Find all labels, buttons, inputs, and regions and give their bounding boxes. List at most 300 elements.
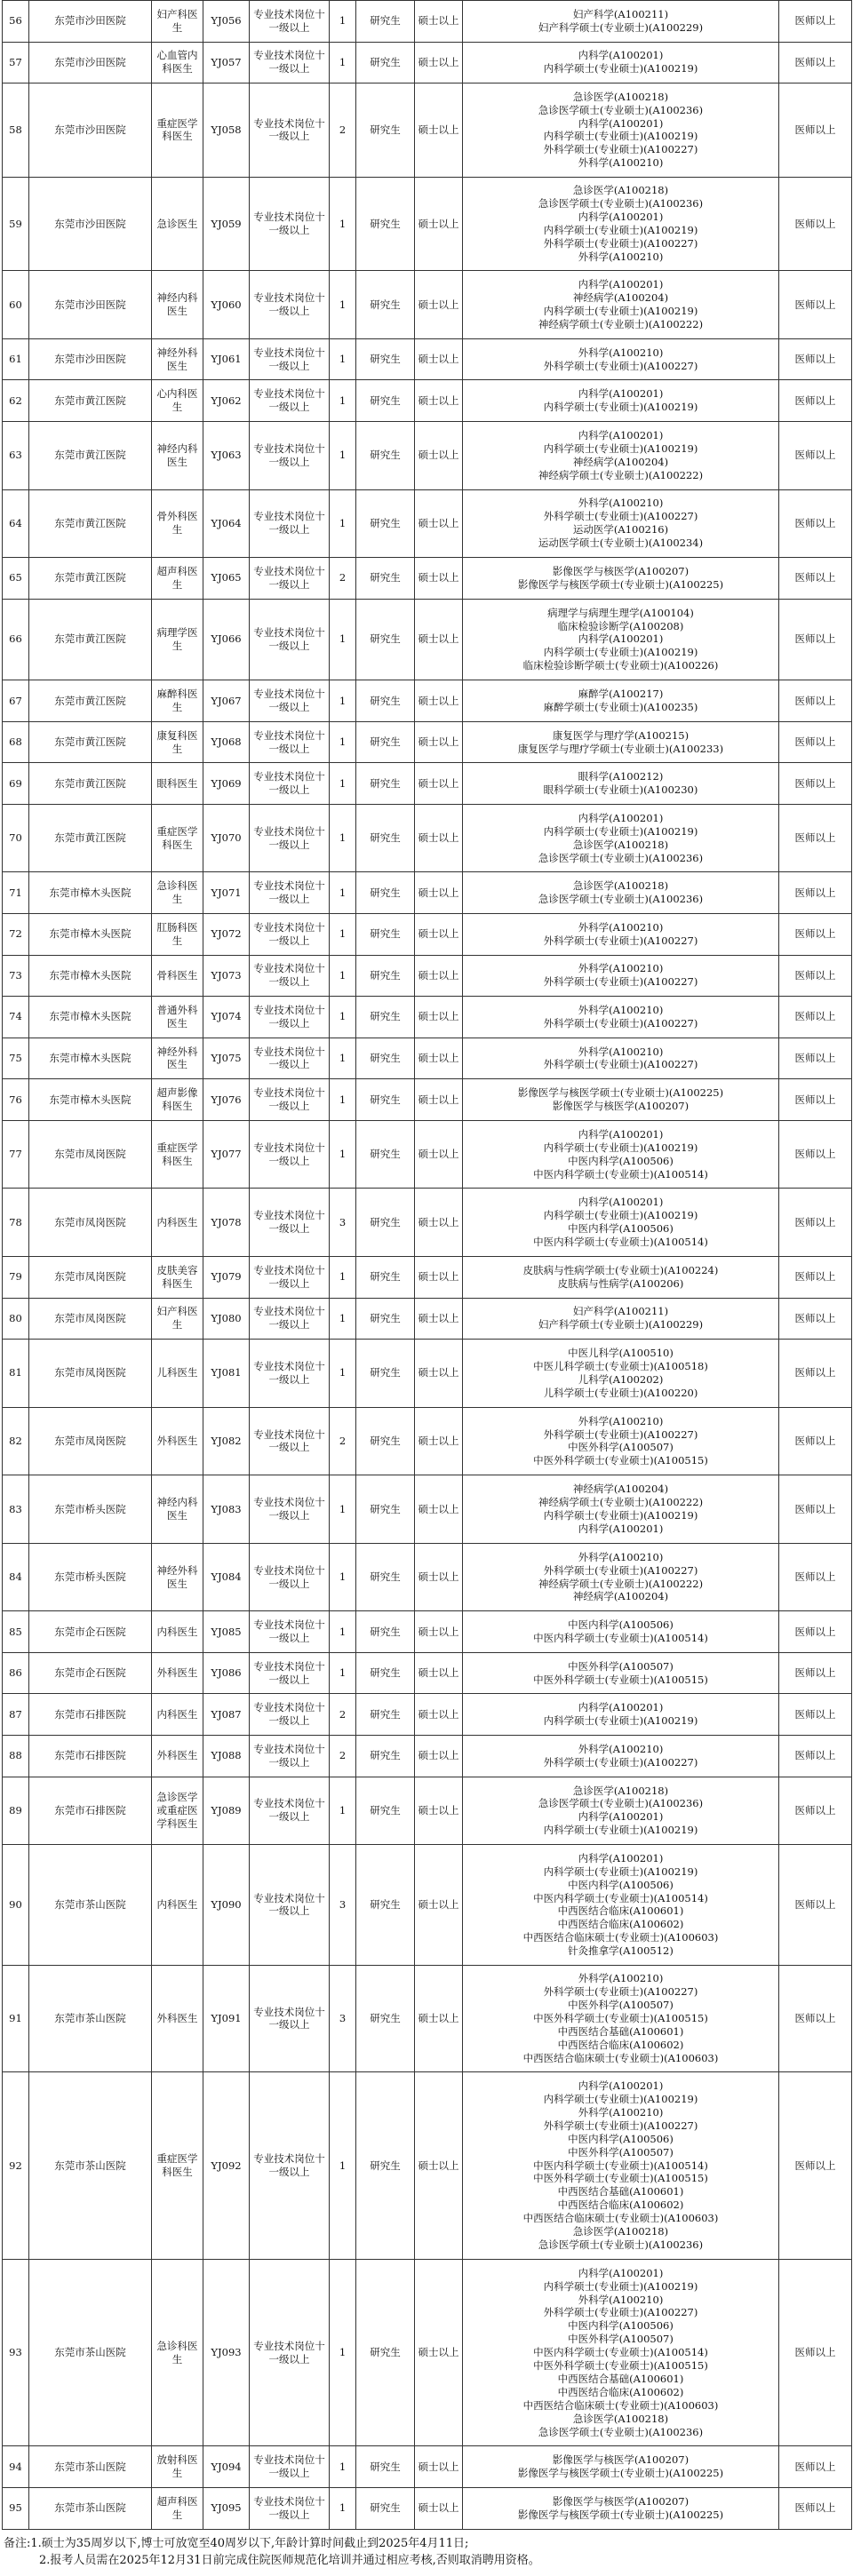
cell-post: 普通外科医生 bbox=[152, 997, 203, 1038]
cell-majors bbox=[463, 1694, 779, 1736]
cell-requirement: 医师以上 bbox=[779, 914, 852, 956]
cell-education: 研究生 bbox=[356, 955, 415, 997]
major-item: 眼科学硕士(专业硕士)(A100230) bbox=[543, 783, 698, 797]
cell-no: 81 bbox=[3, 1340, 29, 1408]
cell-education: 研究生 bbox=[356, 1736, 415, 1777]
cell-level: 专业技术岗位十一级以上 bbox=[250, 1120, 330, 1189]
major-item: 外科学(A100210) bbox=[578, 1414, 664, 1427]
cell-count: 1 bbox=[330, 680, 356, 722]
table-row bbox=[3, 2487, 852, 2529]
cell-requirement: 医师以上 bbox=[779, 1777, 852, 1845]
cell-majors bbox=[463, 1189, 779, 1257]
cell-post: 神经外科医生 bbox=[152, 1543, 203, 1611]
cell-unit: 东莞市凤岗医院 bbox=[29, 1120, 152, 1189]
cell-requirement: 医师以上 bbox=[779, 1038, 852, 1079]
cell-requirement: 医师以上 bbox=[779, 1652, 852, 1694]
cell-level: 专业技术岗位十一级以上 bbox=[250, 1475, 330, 1544]
cell-code: YJ095 bbox=[203, 2487, 250, 2529]
cell-majors bbox=[463, 380, 779, 422]
cell-code: YJ076 bbox=[203, 1079, 250, 1121]
cell-level: 专业技术岗位十一级以上 bbox=[250, 1777, 330, 1845]
cell-majors bbox=[463, 1120, 779, 1189]
cell-no: 72 bbox=[3, 914, 29, 956]
cell-no: 76 bbox=[3, 1079, 29, 1121]
major-item: 外科学硕士(专业硕士)(A100227) bbox=[543, 1016, 698, 1030]
major-item: 外科学(A100210) bbox=[578, 250, 664, 263]
cell-degree: 硕士以上 bbox=[415, 1407, 463, 1475]
cell-unit: 东莞市桥头医院 bbox=[29, 1475, 152, 1544]
cell-degree: 硕士以上 bbox=[415, 83, 463, 178]
cell-unit: 东莞市黄江医院 bbox=[29, 680, 152, 722]
major-item: 外科学硕士(专业硕士)(A100227) bbox=[543, 1985, 698, 1999]
major-item: 康复医学与理疗学硕士(专业硕士)(A100233) bbox=[517, 742, 724, 755]
cell-no: 60 bbox=[3, 271, 29, 339]
cell-count: 1 bbox=[330, 338, 356, 380]
major-item: 内科学(A100201) bbox=[578, 428, 664, 441]
major-item: 临床检验诊断学硕士(专业硕士)(A100226) bbox=[522, 659, 719, 672]
cell-count: 1 bbox=[330, 1543, 356, 1611]
cell-post: 骨科医生 bbox=[152, 955, 203, 997]
cell-post: 神经内科医生 bbox=[152, 271, 203, 339]
cell-level: 专业技术岗位十一级以上 bbox=[250, 1845, 330, 1966]
major-item: 中医内科学(A100506) bbox=[568, 1222, 674, 1236]
cell-no: 64 bbox=[3, 489, 29, 558]
cell-education: 研究生 bbox=[356, 1965, 415, 2072]
major-item: 外科学(A100210) bbox=[578, 1972, 664, 1985]
cell-count: 2 bbox=[330, 1407, 356, 1475]
cell-code: YJ082 bbox=[203, 1407, 250, 1475]
major-item: 中西医结合临床硕士(专业硕士)(A100603) bbox=[522, 2212, 719, 2225]
cell-count: 1 bbox=[330, 955, 356, 997]
major-item: 中西医结合临床(A100601) bbox=[557, 1904, 684, 1918]
cell-education: 研究生 bbox=[356, 1298, 415, 1340]
cell-level: 专业技术岗位十一级以上 bbox=[250, 1340, 330, 1408]
cell-post: 外科医生 bbox=[152, 1407, 203, 1475]
cell-requirement: 医师以上 bbox=[779, 2487, 852, 2529]
cell-majors bbox=[463, 271, 779, 339]
cell-education: 研究生 bbox=[356, 1694, 415, 1736]
cell-education: 研究生 bbox=[356, 1652, 415, 1694]
major-item: 中医外科学(A100507) bbox=[568, 2333, 674, 2346]
major-item: 中医儿科学硕士(专业硕士)(A100518) bbox=[533, 1359, 708, 1372]
cell-education: 研究生 bbox=[356, 1340, 415, 1408]
cell-unit: 东莞市石排医院 bbox=[29, 1694, 152, 1736]
major-item: 影像医学与核医学(A100207) bbox=[552, 564, 690, 577]
cell-majors bbox=[463, 680, 779, 722]
cell-requirement: 医师以上 bbox=[779, 1965, 852, 2072]
cell-unit: 东莞市凤岗医院 bbox=[29, 1189, 152, 1257]
cell-degree: 硕士以上 bbox=[415, 872, 463, 914]
cell-education: 研究生 bbox=[356, 1407, 415, 1475]
cell-level: 专业技术岗位十一级以上 bbox=[250, 1189, 330, 1257]
cell-code: YJ058 bbox=[203, 83, 250, 178]
major-item: 神经病学(A100204) bbox=[572, 1483, 669, 1496]
cell-unit: 东莞市黄江医院 bbox=[29, 489, 152, 558]
cell-level: 专业技术岗位十一级以上 bbox=[250, 83, 330, 178]
cell-unit: 东莞市樟木头医院 bbox=[29, 997, 152, 1038]
cell-no: 85 bbox=[3, 1611, 29, 1653]
cell-unit: 东莞市沙田医院 bbox=[29, 42, 152, 83]
major-item: 外科学硕士(专业硕士)(A100227) bbox=[543, 359, 698, 372]
major-item: 麻醉学硕士(专业硕士)(A100235) bbox=[543, 700, 698, 713]
cell-code: YJ077 bbox=[203, 1120, 250, 1189]
cell-level: 专业技术岗位十一级以上 bbox=[250, 2446, 330, 2488]
cell-degree: 硕士以上 bbox=[415, 558, 463, 600]
cell-post: 重症医学科医生 bbox=[152, 2072, 203, 2260]
cell-education: 研究生 bbox=[356, 42, 415, 83]
cell-requirement: 医师以上 bbox=[779, 83, 852, 178]
major-item: 中西医结合临床(A100602) bbox=[557, 1918, 684, 1931]
cell-unit: 东莞市沙田医院 bbox=[29, 83, 152, 178]
cell-degree: 硕士以上 bbox=[415, 997, 463, 1038]
cell-count: 1 bbox=[330, 177, 356, 271]
major-item: 内科学硕士(专业硕士)(A100219) bbox=[543, 1714, 698, 1728]
major-item: 急诊医学硕士(专业硕士)(A100236) bbox=[538, 103, 704, 116]
table-row bbox=[3, 914, 852, 956]
cell-majors bbox=[463, 2446, 779, 2488]
major-item: 内科学(A100201) bbox=[578, 1701, 664, 1714]
cell-unit: 东莞市茶山医院 bbox=[29, 2072, 152, 2260]
cell-no: 82 bbox=[3, 1407, 29, 1475]
major-item: 中医内科学(A100506) bbox=[568, 2132, 674, 2145]
major-item: 中医内科学硕士(专业硕士)(A100514) bbox=[533, 1236, 708, 1249]
cell-no: 95 bbox=[3, 2487, 29, 2529]
cell-majors bbox=[463, 1965, 779, 2072]
cell-degree: 硕士以上 bbox=[415, 914, 463, 956]
major-item: 内科学(A100201) bbox=[578, 1522, 664, 1535]
cell-majors bbox=[463, 1, 779, 43]
major-item: 病理学与病理生理学(A100104) bbox=[547, 606, 694, 619]
major-item: 中医内科学(A100506) bbox=[568, 2319, 674, 2333]
major-item: 外科学(A100210) bbox=[578, 497, 664, 510]
table-row bbox=[3, 1475, 852, 1544]
cell-degree: 硕士以上 bbox=[415, 1298, 463, 1340]
cell-degree: 硕士以上 bbox=[415, 721, 463, 763]
cell-majors bbox=[463, 421, 779, 489]
major-item: 妇产科学硕士(专业硕士)(A100229) bbox=[538, 20, 704, 34]
cell-requirement: 医师以上 bbox=[779, 2072, 852, 2260]
cell-degree: 硕士以上 bbox=[415, 763, 463, 805]
cell-count: 1 bbox=[330, 42, 356, 83]
major-item: 影像医学与核医学(A100207) bbox=[552, 2494, 690, 2508]
cell-education: 研究生 bbox=[356, 2072, 415, 2260]
major-item: 内科学(A100201) bbox=[578, 278, 664, 291]
cell-degree: 硕士以上 bbox=[415, 1736, 463, 1777]
major-item: 神经病学(A100204) bbox=[572, 1590, 669, 1603]
cell-majors bbox=[463, 1298, 779, 1340]
cell-no: 73 bbox=[3, 955, 29, 997]
cell-code: YJ088 bbox=[203, 1736, 250, 1777]
cell-requirement: 医师以上 bbox=[779, 1475, 852, 1544]
table-row bbox=[3, 804, 852, 872]
cell-count: 2 bbox=[330, 1736, 356, 1777]
cell-count: 1 bbox=[330, 997, 356, 1038]
major-item: 临床检验诊断学(A100208) bbox=[557, 619, 684, 632]
cell-code: YJ080 bbox=[203, 1298, 250, 1340]
cell-unit: 东莞市沙田医院 bbox=[29, 177, 152, 271]
major-item: 神经病学硕士(专业硕士)(A100222) bbox=[538, 1496, 704, 1509]
cell-majors bbox=[463, 338, 779, 380]
major-item: 内科学(A100201) bbox=[578, 1810, 664, 1824]
cell-no: 59 bbox=[3, 177, 29, 271]
cell-degree: 硕士以上 bbox=[415, 1611, 463, 1653]
cell-requirement: 医师以上 bbox=[779, 271, 852, 339]
cell-education: 研究生 bbox=[356, 1, 415, 43]
major-item: 外科学硕士(专业硕士)(A100227) bbox=[543, 143, 698, 156]
major-item: 外科学(A100210) bbox=[578, 2293, 664, 2306]
table-row bbox=[3, 955, 852, 997]
major-item: 中西医结合临床(A100602) bbox=[557, 2038, 684, 2051]
cell-post: 麻醉科医生 bbox=[152, 680, 203, 722]
cell-requirement: 医师以上 bbox=[779, 1407, 852, 1475]
cell-education: 研究生 bbox=[356, 177, 415, 271]
cell-no: 68 bbox=[3, 721, 29, 763]
cell-post: 重症医学科医生 bbox=[152, 83, 203, 178]
table-row bbox=[3, 558, 852, 600]
major-item: 内科学(A100201) bbox=[578, 211, 664, 224]
cell-count: 1 bbox=[330, 1079, 356, 1121]
cell-degree: 硕士以上 bbox=[415, 680, 463, 722]
cell-majors bbox=[463, 1038, 779, 1079]
cell-code: YJ089 bbox=[203, 1777, 250, 1845]
cell-degree: 硕士以上 bbox=[415, 1475, 463, 1544]
cell-count: 1 bbox=[330, 2487, 356, 2529]
major-item: 中医外科学硕士(专业硕士)(A100515) bbox=[533, 1454, 708, 1467]
cell-level: 专业技术岗位十一级以上 bbox=[250, 1079, 330, 1121]
table-row bbox=[3, 1120, 852, 1189]
table-row bbox=[3, 2072, 852, 2260]
major-item: 中医外科学硕士(专业硕士)(A100515) bbox=[533, 2172, 708, 2185]
table-row bbox=[3, 421, 852, 489]
major-item: 外科学硕士(专业硕士)(A100227) bbox=[543, 510, 698, 523]
cell-degree: 硕士以上 bbox=[415, 804, 463, 872]
cell-requirement: 医师以上 bbox=[779, 489, 852, 558]
cell-code: YJ056 bbox=[203, 1, 250, 43]
major-item: 外科学硕士(专业硕士)(A100227) bbox=[543, 2306, 698, 2319]
cell-degree: 硕士以上 bbox=[415, 2259, 463, 2446]
cell-count: 1 bbox=[330, 489, 356, 558]
major-item: 中医内科学硕士(专业硕士)(A100514) bbox=[533, 1632, 708, 1645]
cell-unit: 东莞市茶山医院 bbox=[29, 2487, 152, 2529]
major-item: 影像医学与核医学硕士(专业硕士)(A100225) bbox=[517, 2467, 724, 2480]
cell-level: 专业技术岗位十一级以上 bbox=[250, 421, 330, 489]
major-item: 儿科学(A100202) bbox=[578, 1372, 664, 1386]
major-item: 内科学硕士(专业硕士)(A100219) bbox=[543, 441, 698, 455]
cell-no: 84 bbox=[3, 1543, 29, 1611]
table-row bbox=[3, 2259, 852, 2446]
major-item: 中医外科学硕士(专业硕士)(A100515) bbox=[533, 2012, 708, 2025]
cell-majors bbox=[463, 763, 779, 805]
major-item: 外科学(A100210) bbox=[578, 2105, 664, 2119]
cell-requirement: 医师以上 bbox=[779, 558, 852, 600]
cell-count: 1 bbox=[330, 1475, 356, 1544]
cell-post: 内科医生 bbox=[152, 1189, 203, 1257]
cell-code: YJ064 bbox=[203, 489, 250, 558]
cell-unit: 东莞市企石医院 bbox=[29, 1611, 152, 1653]
table-row bbox=[3, 1652, 852, 1694]
cell-requirement: 医师以上 bbox=[779, 763, 852, 805]
major-item: 康复医学与理疗学(A100215) bbox=[552, 728, 690, 742]
cell-level: 专业技术岗位十一级以上 bbox=[250, 2259, 330, 2446]
cell-education: 研究生 bbox=[356, 2446, 415, 2488]
cell-unit: 东莞市樟木头医院 bbox=[29, 955, 152, 997]
cell-degree: 硕士以上 bbox=[415, 2446, 463, 2488]
cell-majors bbox=[463, 1652, 779, 1694]
cell-majors bbox=[463, 2259, 779, 2446]
cell-unit: 东莞市凤岗医院 bbox=[29, 1407, 152, 1475]
major-item: 急诊医学硕士(专业硕士)(A100236) bbox=[538, 1797, 704, 1810]
cell-count: 1 bbox=[330, 1340, 356, 1408]
major-item: 外科学(A100210) bbox=[578, 962, 664, 975]
cell-code: YJ075 bbox=[203, 1038, 250, 1079]
major-item: 急诊医学硕士(专业硕士)(A100236) bbox=[538, 2238, 704, 2252]
major-item: 眼科学(A100212) bbox=[578, 770, 664, 783]
cell-requirement: 医师以上 bbox=[779, 804, 852, 872]
cell-requirement: 医师以上 bbox=[779, 721, 852, 763]
cell-degree: 硕士以上 bbox=[415, 1038, 463, 1079]
major-item: 外科学硕士(专业硕士)(A100227) bbox=[543, 1755, 698, 1769]
major-item: 急诊医学(A100218) bbox=[572, 838, 669, 851]
cell-no: 69 bbox=[3, 763, 29, 805]
cell-requirement: 医师以上 bbox=[779, 1611, 852, 1653]
cell-post: 急诊科医生 bbox=[152, 2259, 203, 2446]
cell-post: 妇产科医生 bbox=[152, 1, 203, 43]
cell-degree: 硕士以上 bbox=[415, 2072, 463, 2260]
cell-no: 91 bbox=[3, 1965, 29, 2072]
table-row bbox=[3, 42, 852, 83]
major-item: 急诊医学(A100218) bbox=[572, 2412, 669, 2425]
major-item: 中西医结合基础(A100601) bbox=[557, 2024, 684, 2038]
cell-count: 1 bbox=[330, 1298, 356, 1340]
cell-requirement: 医师以上 bbox=[779, 421, 852, 489]
cell-education: 研究生 bbox=[356, 1120, 415, 1189]
cell-level: 专业技术岗位十一级以上 bbox=[250, 338, 330, 380]
cell-post: 内科医生 bbox=[152, 1611, 203, 1653]
major-item: 内科学(A100201) bbox=[578, 1196, 664, 1209]
major-item: 内科学硕士(专业硕士)(A100219) bbox=[543, 1209, 698, 1222]
major-item: 内科学硕士(专业硕士)(A100219) bbox=[543, 646, 698, 659]
cell-education: 研究生 bbox=[356, 1475, 415, 1544]
cell-level: 专业技术岗位十一级以上 bbox=[250, 1, 330, 43]
cell-majors bbox=[463, 2072, 779, 2260]
cell-level: 专业技术岗位十一级以上 bbox=[250, 763, 330, 805]
major-item: 中西医结合基础(A100601) bbox=[557, 2372, 684, 2385]
major-item: 内科学(A100201) bbox=[578, 2266, 664, 2279]
cell-no: 75 bbox=[3, 1038, 29, 1079]
cell-code: YJ060 bbox=[203, 271, 250, 339]
job-table bbox=[2, 0, 852, 2530]
cell-unit: 东莞市沙田医院 bbox=[29, 1, 152, 43]
cell-majors bbox=[463, 599, 779, 680]
cell-requirement: 医师以上 bbox=[779, 2259, 852, 2446]
table-row bbox=[3, 1611, 852, 1653]
major-item: 影像医学与核医学(A100207) bbox=[552, 2453, 690, 2467]
major-item: 中医外科学(A100507) bbox=[568, 1441, 674, 1454]
note-line-1: 备注:1.硕士为35周岁以下,博士可放宽至40周岁以下,年龄计算时间截止到2025年4月11日; bbox=[4, 2537, 469, 2550]
major-item: 中西医结合临床硕士(专业硕士)(A100603) bbox=[522, 2051, 719, 2064]
cell-degree: 硕士以上 bbox=[415, 338, 463, 380]
cell-level: 专业技术岗位十一级以上 bbox=[250, 271, 330, 339]
cell-degree: 硕士以上 bbox=[415, 1189, 463, 1257]
cell-level: 专业技术岗位十一级以上 bbox=[250, 1736, 330, 1777]
major-item: 内科学(A100201) bbox=[578, 49, 664, 62]
cell-level: 专业技术岗位十一级以上 bbox=[250, 1256, 330, 1298]
major-item: 中医外科学(A100507) bbox=[568, 2145, 674, 2159]
cell-requirement: 医师以上 bbox=[779, 380, 852, 422]
major-item: 急诊医学硕士(专业硕士)(A100236) bbox=[538, 893, 704, 906]
cell-majors bbox=[463, 955, 779, 997]
major-item: 影像医学与核医学硕士(专业硕士)(A100225) bbox=[517, 1086, 724, 1100]
major-item: 神经病学(A100204) bbox=[572, 291, 669, 305]
major-item: 内科学(A100201) bbox=[578, 116, 664, 130]
cell-education: 研究生 bbox=[356, 489, 415, 558]
cell-code: YJ066 bbox=[203, 599, 250, 680]
cell-level: 专业技术岗位十一级以上 bbox=[250, 2487, 330, 2529]
cell-post: 神经内科医生 bbox=[152, 1475, 203, 1544]
cell-unit: 东莞市茶山医院 bbox=[29, 2446, 152, 2488]
cell-education: 研究生 bbox=[356, 83, 415, 178]
table-row bbox=[3, 1189, 852, 1257]
major-item: 外科学硕士(专业硕士)(A100227) bbox=[543, 1563, 698, 1577]
cell-count: 1 bbox=[330, 380, 356, 422]
cell-post: 肛肠科医生 bbox=[152, 914, 203, 956]
job-table-body bbox=[3, 1, 852, 2530]
cell-code: YJ083 bbox=[203, 1475, 250, 1544]
cell-majors bbox=[463, 1407, 779, 1475]
note-line-2: 2.报考人员需在2025年12月31日前完成住院医师规范化培训并通过相应考核,否则取消聘用资格。 bbox=[39, 2554, 540, 2567]
cell-education: 研究生 bbox=[356, 421, 415, 489]
major-item: 中医内科学(A100506) bbox=[568, 1618, 674, 1632]
cell-majors bbox=[463, 872, 779, 914]
cell-code: YJ078 bbox=[203, 1189, 250, 1257]
cell-code: YJ068 bbox=[203, 721, 250, 763]
cell-count: 1 bbox=[330, 599, 356, 680]
table-row bbox=[3, 1340, 852, 1408]
cell-count: 1 bbox=[330, 1256, 356, 1298]
major-item: 内科学硕士(专业硕士)(A100219) bbox=[543, 824, 698, 838]
cell-requirement: 医师以上 bbox=[779, 997, 852, 1038]
cell-level: 专业技术岗位十一级以上 bbox=[250, 721, 330, 763]
major-item: 中西医结合临床(A100602) bbox=[557, 2198, 684, 2212]
table-row bbox=[3, 1965, 852, 2072]
cell-code: YJ057 bbox=[203, 42, 250, 83]
cell-count: 1 bbox=[330, 914, 356, 956]
cell-degree: 硕士以上 bbox=[415, 1694, 463, 1736]
cell-requirement: 医师以上 bbox=[779, 599, 852, 680]
cell-unit: 东莞市茶山医院 bbox=[29, 1845, 152, 1966]
cell-majors bbox=[463, 1736, 779, 1777]
cell-level: 专业技术岗位十一级以上 bbox=[250, 955, 330, 997]
cell-no: 89 bbox=[3, 1777, 29, 1845]
cell-majors bbox=[463, 1079, 779, 1121]
cell-no: 65 bbox=[3, 558, 29, 600]
cell-unit: 东莞市黄江医院 bbox=[29, 804, 152, 872]
cell-level: 专业技术岗位十一级以上 bbox=[250, 1611, 330, 1653]
cell-code: YJ071 bbox=[203, 872, 250, 914]
cell-majors bbox=[463, 1340, 779, 1408]
cell-code: YJ094 bbox=[203, 2446, 250, 2488]
cell-post: 内科医生 bbox=[152, 1694, 203, 1736]
cell-education: 研究生 bbox=[356, 1845, 415, 1966]
cell-no: 70 bbox=[3, 804, 29, 872]
cell-no: 62 bbox=[3, 380, 29, 422]
cell-code: YJ079 bbox=[203, 1256, 250, 1298]
cell-degree: 硕士以上 bbox=[415, 177, 463, 271]
major-item: 内科学(A100201) bbox=[578, 1851, 664, 1864]
major-item: 内科学(A100201) bbox=[578, 2079, 664, 2093]
cell-education: 研究生 bbox=[356, 1189, 415, 1257]
table-row bbox=[3, 1694, 852, 1736]
